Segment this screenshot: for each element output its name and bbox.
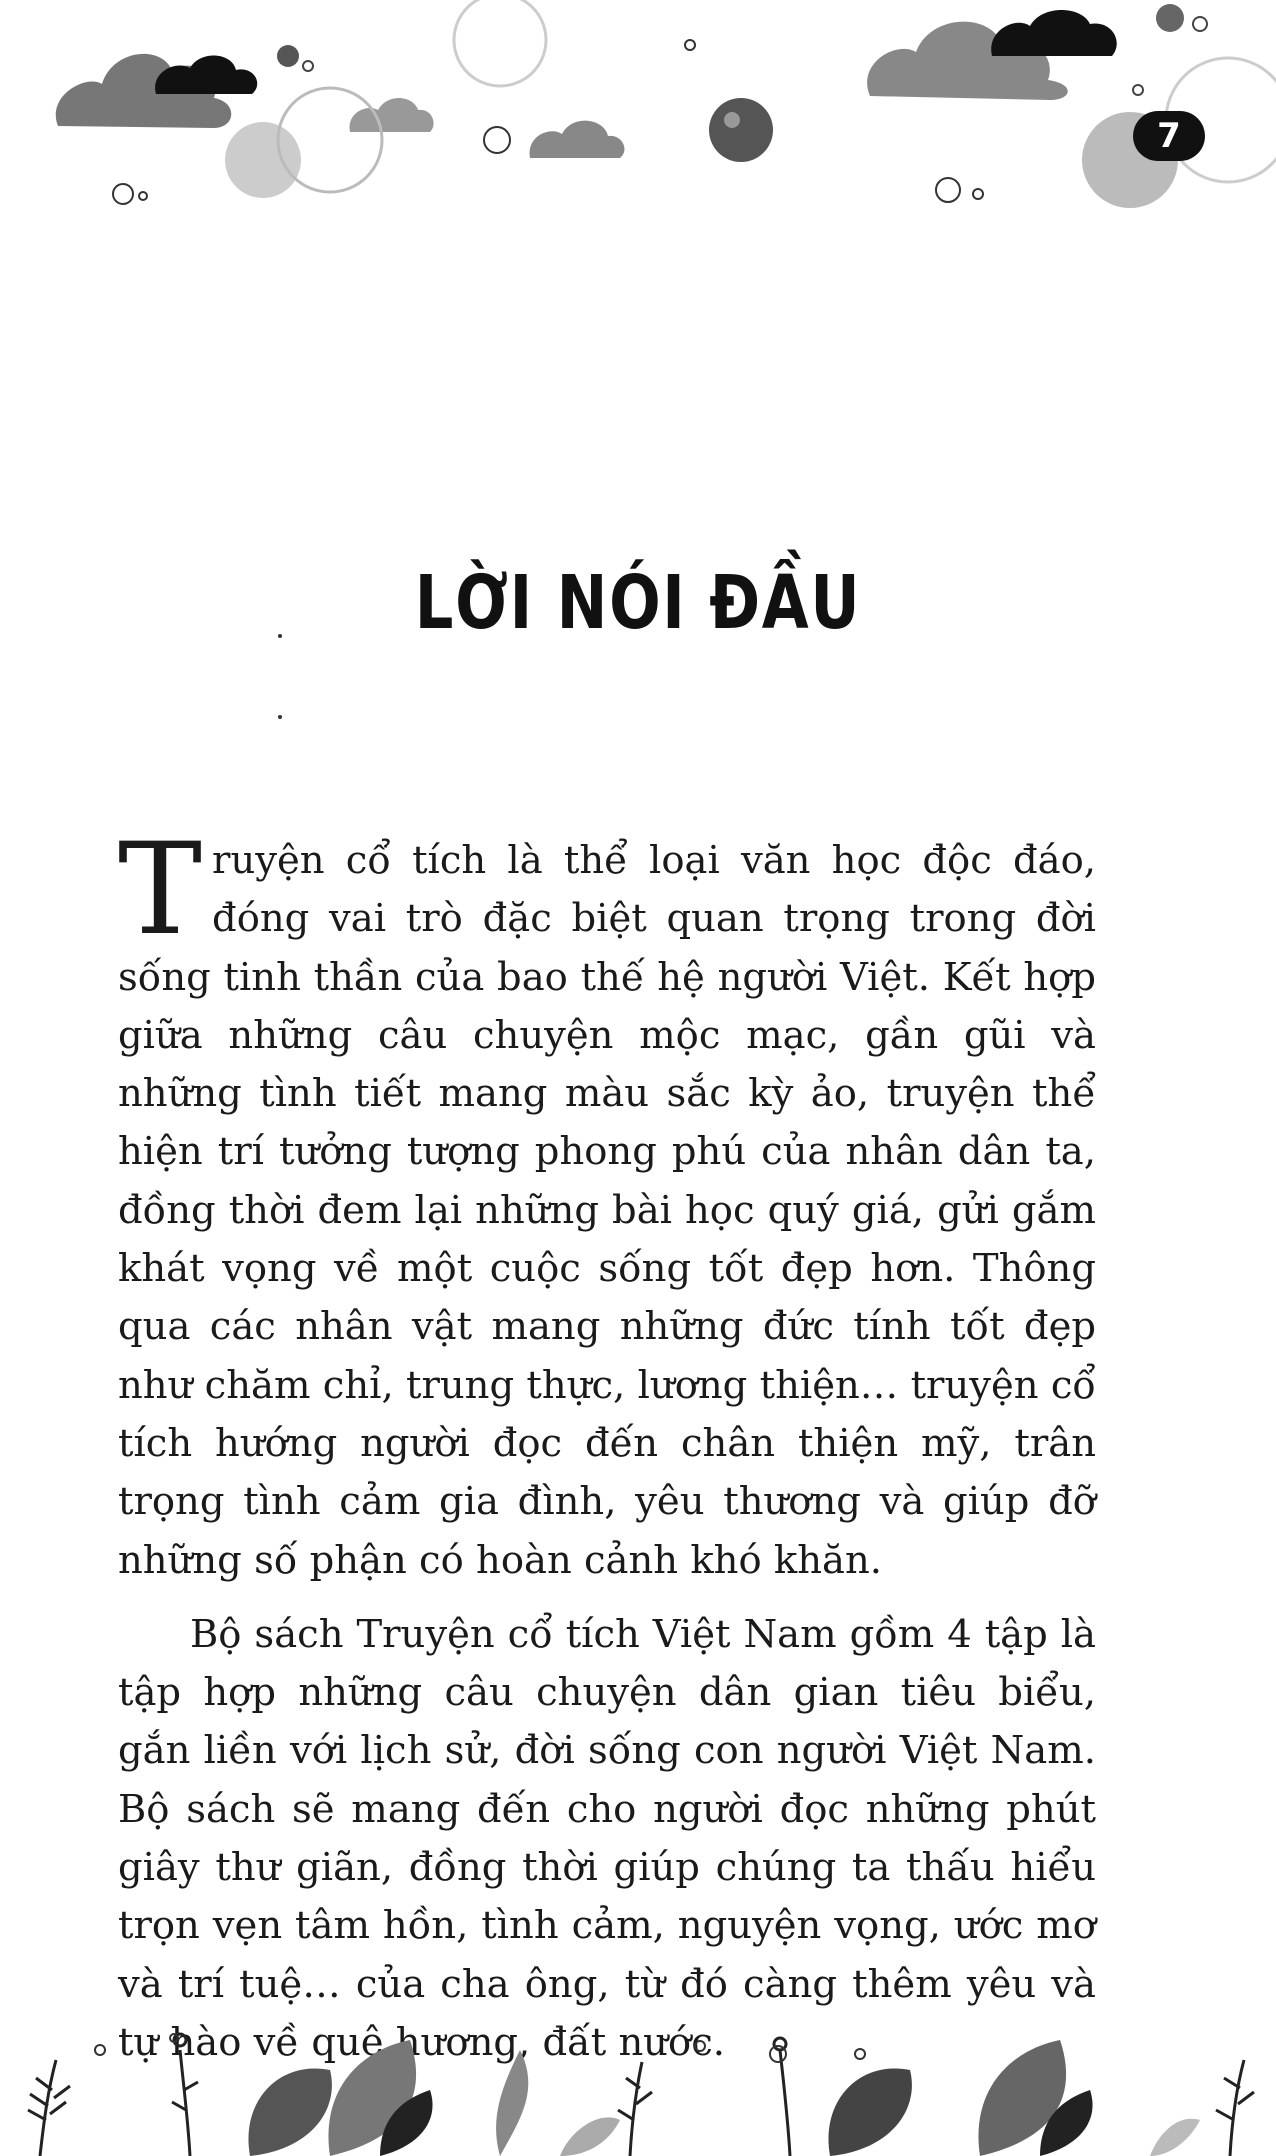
preface-body [118,816,1096,2072]
cloud-icon [155,55,257,94]
paragraph-2: Bộ sách Truyện cổ tích Việt Nam gồm 4 tập là tập hợp những câu chuyện dân gian tiêu biểu, gắn liền với lịch sử, đời sống con người Việt Nam. Bộ sách sẽ mang đến cho người đọc những phút giây thư giãn, đồng thời giúp chúng ta thấu hiểu trọn vẹn tâm hồn, tình cảm, nguyện vọng, ước mơ và trí tuệ… của cha ông, từ đó càng thêm yêu và tự hào về quê hương, đất nước. [118,1611,1096,2065]
bubble-icon [95,2034,865,2062]
page-title: LỜI NÓI ĐẦU [414,560,862,646]
print-speck [278,634,282,638]
top-decoration [0,0,1276,220]
leaf-icon [248,2040,1200,2156]
cloud-icon [991,10,1117,56]
cloud-icon [350,98,434,132]
bottom-decoration [0,2010,1276,2156]
page-number: 7 [1133,111,1205,161]
paragraph-1: Truyện cổ tích là thể loại văn học độc đáo, đóng vai trò đặc biệt quan trọng trong đời sống tinh thần của bao thế hệ người Việt. Kết hợp giữa những câu chuyện mộc mạc, gần gũi và những tình tiết mang màu sắc kỳ ảo, truyện thể hiện trí tưởng tượng phong phú của nhân dân ta, đồng thời đem lại những bài học quý giá, gửi gắm khát vọng về một cuộc sống tốt đẹp hơn. Thông qua các nhân vật mang những đức tính tốt đẹp như chăm chỉ, trung thực, lương thiện… truyện cổ tích hướng người đọc đến chân thiện mỹ, trân trọng tình cảm gia đình, yêu thương và giúp đỡ những số phận có hoàn cảnh khó khăn. [118,816,1096,1583]
cloud-icon [530,121,625,158]
print-speck [278,715,282,719]
